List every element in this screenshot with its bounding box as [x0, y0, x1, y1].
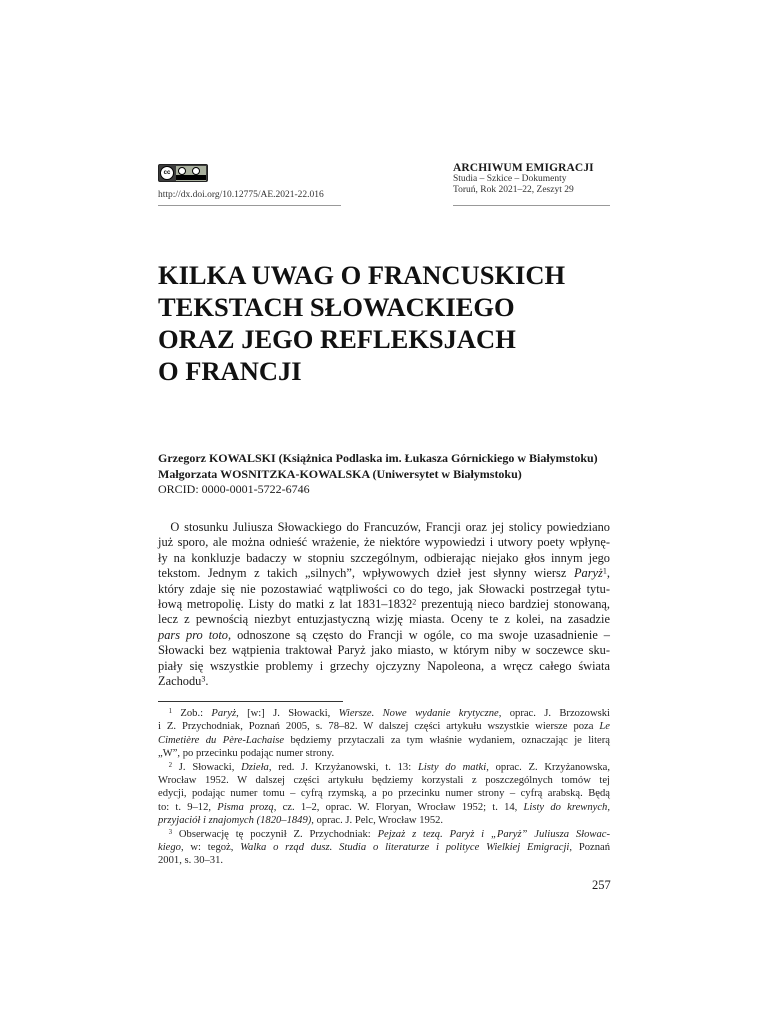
- footnote-1: $^1$ Zob.: Paryż, [w:] J. Słowacki, Wiersze. Nowe wydanie krytyczne, oprac. J. Brzozowski: [168, 707, 610, 719]
- nd-icon: [192, 167, 200, 175]
- body-line: już sporo, ale można odnieść wrażenie, że niektóre wypowiedzi i utwory poety wpłynę-: [158, 535, 610, 550]
- journal-issue: Toruń, Rok 2021–22, Zeszyt 29: [453, 185, 574, 195]
- header-rule-right: [453, 205, 610, 206]
- footnote-line: Wrocław 1952. W dalszej części artykułu będziemy korzystali z poszczególnych tomów tej: [158, 774, 610, 786]
- footnote-line: kiego, w: tegoż, Walka o rząd dusz. Studia o literaturze i polityce Wielkiej Emigracji, Poznań: [158, 841, 611, 853]
- footnote-line: to: t. 9–12, Pisma prozą, cz. 1–2, oprac. W. Floryan, Wrocław 1952; t. 14, Listy do krewnych,: [158, 801, 611, 813]
- footnote-line: przyjaciół i znajomych (1820–1849), oprac. J. Pelc, Wrocław 1952.: [158, 815, 444, 827]
- body-line: łową metropolię. Listy do matki z lat 1831–1832$^2$ prezentują nieco bardziej stonowaną,: [158, 596, 611, 611]
- journal-subtitle: Studia – Szkice – Dokumenty: [453, 174, 567, 184]
- footnotes: [158, 707, 610, 868]
- cc-by-nd-license-badge[interactable]: [158, 164, 208, 182]
- body-paragraph: [158, 520, 610, 689]
- body-line: O stosunku Juliusza Słowackiego do Francuzów, Francji oraz jej stolicy powiedziano: [170, 520, 610, 534]
- footnote-ref-2[interactable]: 2: [412, 597, 417, 607]
- body-line: Słowacki bez wątpienia traktował Paryż jako miasto, w którym niby w soczewce sku-: [158, 643, 610, 658]
- title-line: TEKSTACH SŁOWACKIEGO: [158, 292, 515, 322]
- author-2: Małgorzata WOSNITZKA-KOWALSKA (Uniwersytet w Białymstoku): [158, 466, 522, 481]
- by-icon: [178, 167, 186, 175]
- body-line: pars pro toto, odnoszone są często do Francji w ogóle, co ma swoje uzasadnienie –: [158, 627, 611, 642]
- footnote-line: i Z. Przychodniak, Poznań 2005, s. 78–82. W dalszej części artykułu wszystkie wiersze poza Le: [158, 721, 610, 733]
- article-title: [158, 259, 618, 387]
- footnote-line: Cimetière du Père-Lachaise będziemy przytaczali za tym właśnie wydaniem, oznaczając je literą: [158, 734, 610, 746]
- body-line: ły na konkluzje badaczy w stopniu szczególnym, odbierając niejako głos innym jego: [158, 550, 610, 565]
- body-line: piały się wszystkie problemy i grzechy ojczyzny Napoleona, a wręcz całego świata: [158, 658, 610, 673]
- poem-title-paryz: Paryż: [573, 566, 603, 581]
- author-1: Grzegorz KOWALSKI (Książnica Podlaska im. Łukasza Górnickiego w Białymstoku): [158, 451, 598, 465]
- orcid: ORCID: 0000-0001-5722-6746: [158, 482, 310, 496]
- footnote-line: edycji, podając numer tomu – cyfrą rzymską, a po przecinku numer strony – cyfrą arabską. Będą: [158, 788, 610, 800]
- title-line: ORAZ JEGO REFLEKSJACH: [158, 324, 516, 354]
- footnote-separator: [158, 701, 343, 702]
- body-line: lecz z pewnością niezbyt entuzjastyczną wizję miasta. Oceny te z kolei, na zasadzie: [158, 612, 610, 627]
- body-line: tekstom. Jednym z takich „silnych”, wpływowych dzieł jest słynny wiersz Paryż$^1$,: [158, 566, 610, 581]
- journal-title: ARCHIWUM EMIGRACJI: [453, 162, 594, 174]
- page-number: 257: [592, 878, 611, 892]
- footnote-3: $^3$ Obserwację tę poczynił Z. Przychodniak: Pejzaż z tezą. Paryż i „Paryż” Juliusza Słowac-: [168, 828, 611, 840]
- footnote-ref-3[interactable]: 3: [201, 674, 206, 684]
- title-line: KILKA UWAG O FRANCUSKICH: [158, 260, 566, 290]
- footnote-2: $^2$ J. Słowacki, Dzieła, red. J. Krzyżanowski, t. 13: Listy do matki, oprac. Z. Krzyżanowska,: [168, 761, 610, 773]
- body-line: Zachodu$^3$.: [158, 673, 209, 688]
- footnote-line: „W”, po przecinku podając numer strony.: [158, 748, 335, 760]
- license-badge-text-strip: [176, 175, 206, 180]
- footnote-line: 2001, s. 30–31.: [158, 855, 224, 867]
- journal-info: [453, 163, 594, 196]
- title-line: O FRANCJI: [158, 356, 302, 386]
- cc-icon: cc: [160, 166, 174, 180]
- header-rule-left: [158, 205, 341, 206]
- body-line: który zdaje się nie pozostawiać wątpliwości co do tego, jak Słowacki postrzegał tytu-: [158, 581, 610, 596]
- authors-block: [158, 451, 598, 498]
- doi-link[interactable]: http://dx.doi.org/10.12775/AE.2021-22.016: [158, 190, 324, 200]
- footnote-ref-1[interactable]: 1: [602, 566, 607, 576]
